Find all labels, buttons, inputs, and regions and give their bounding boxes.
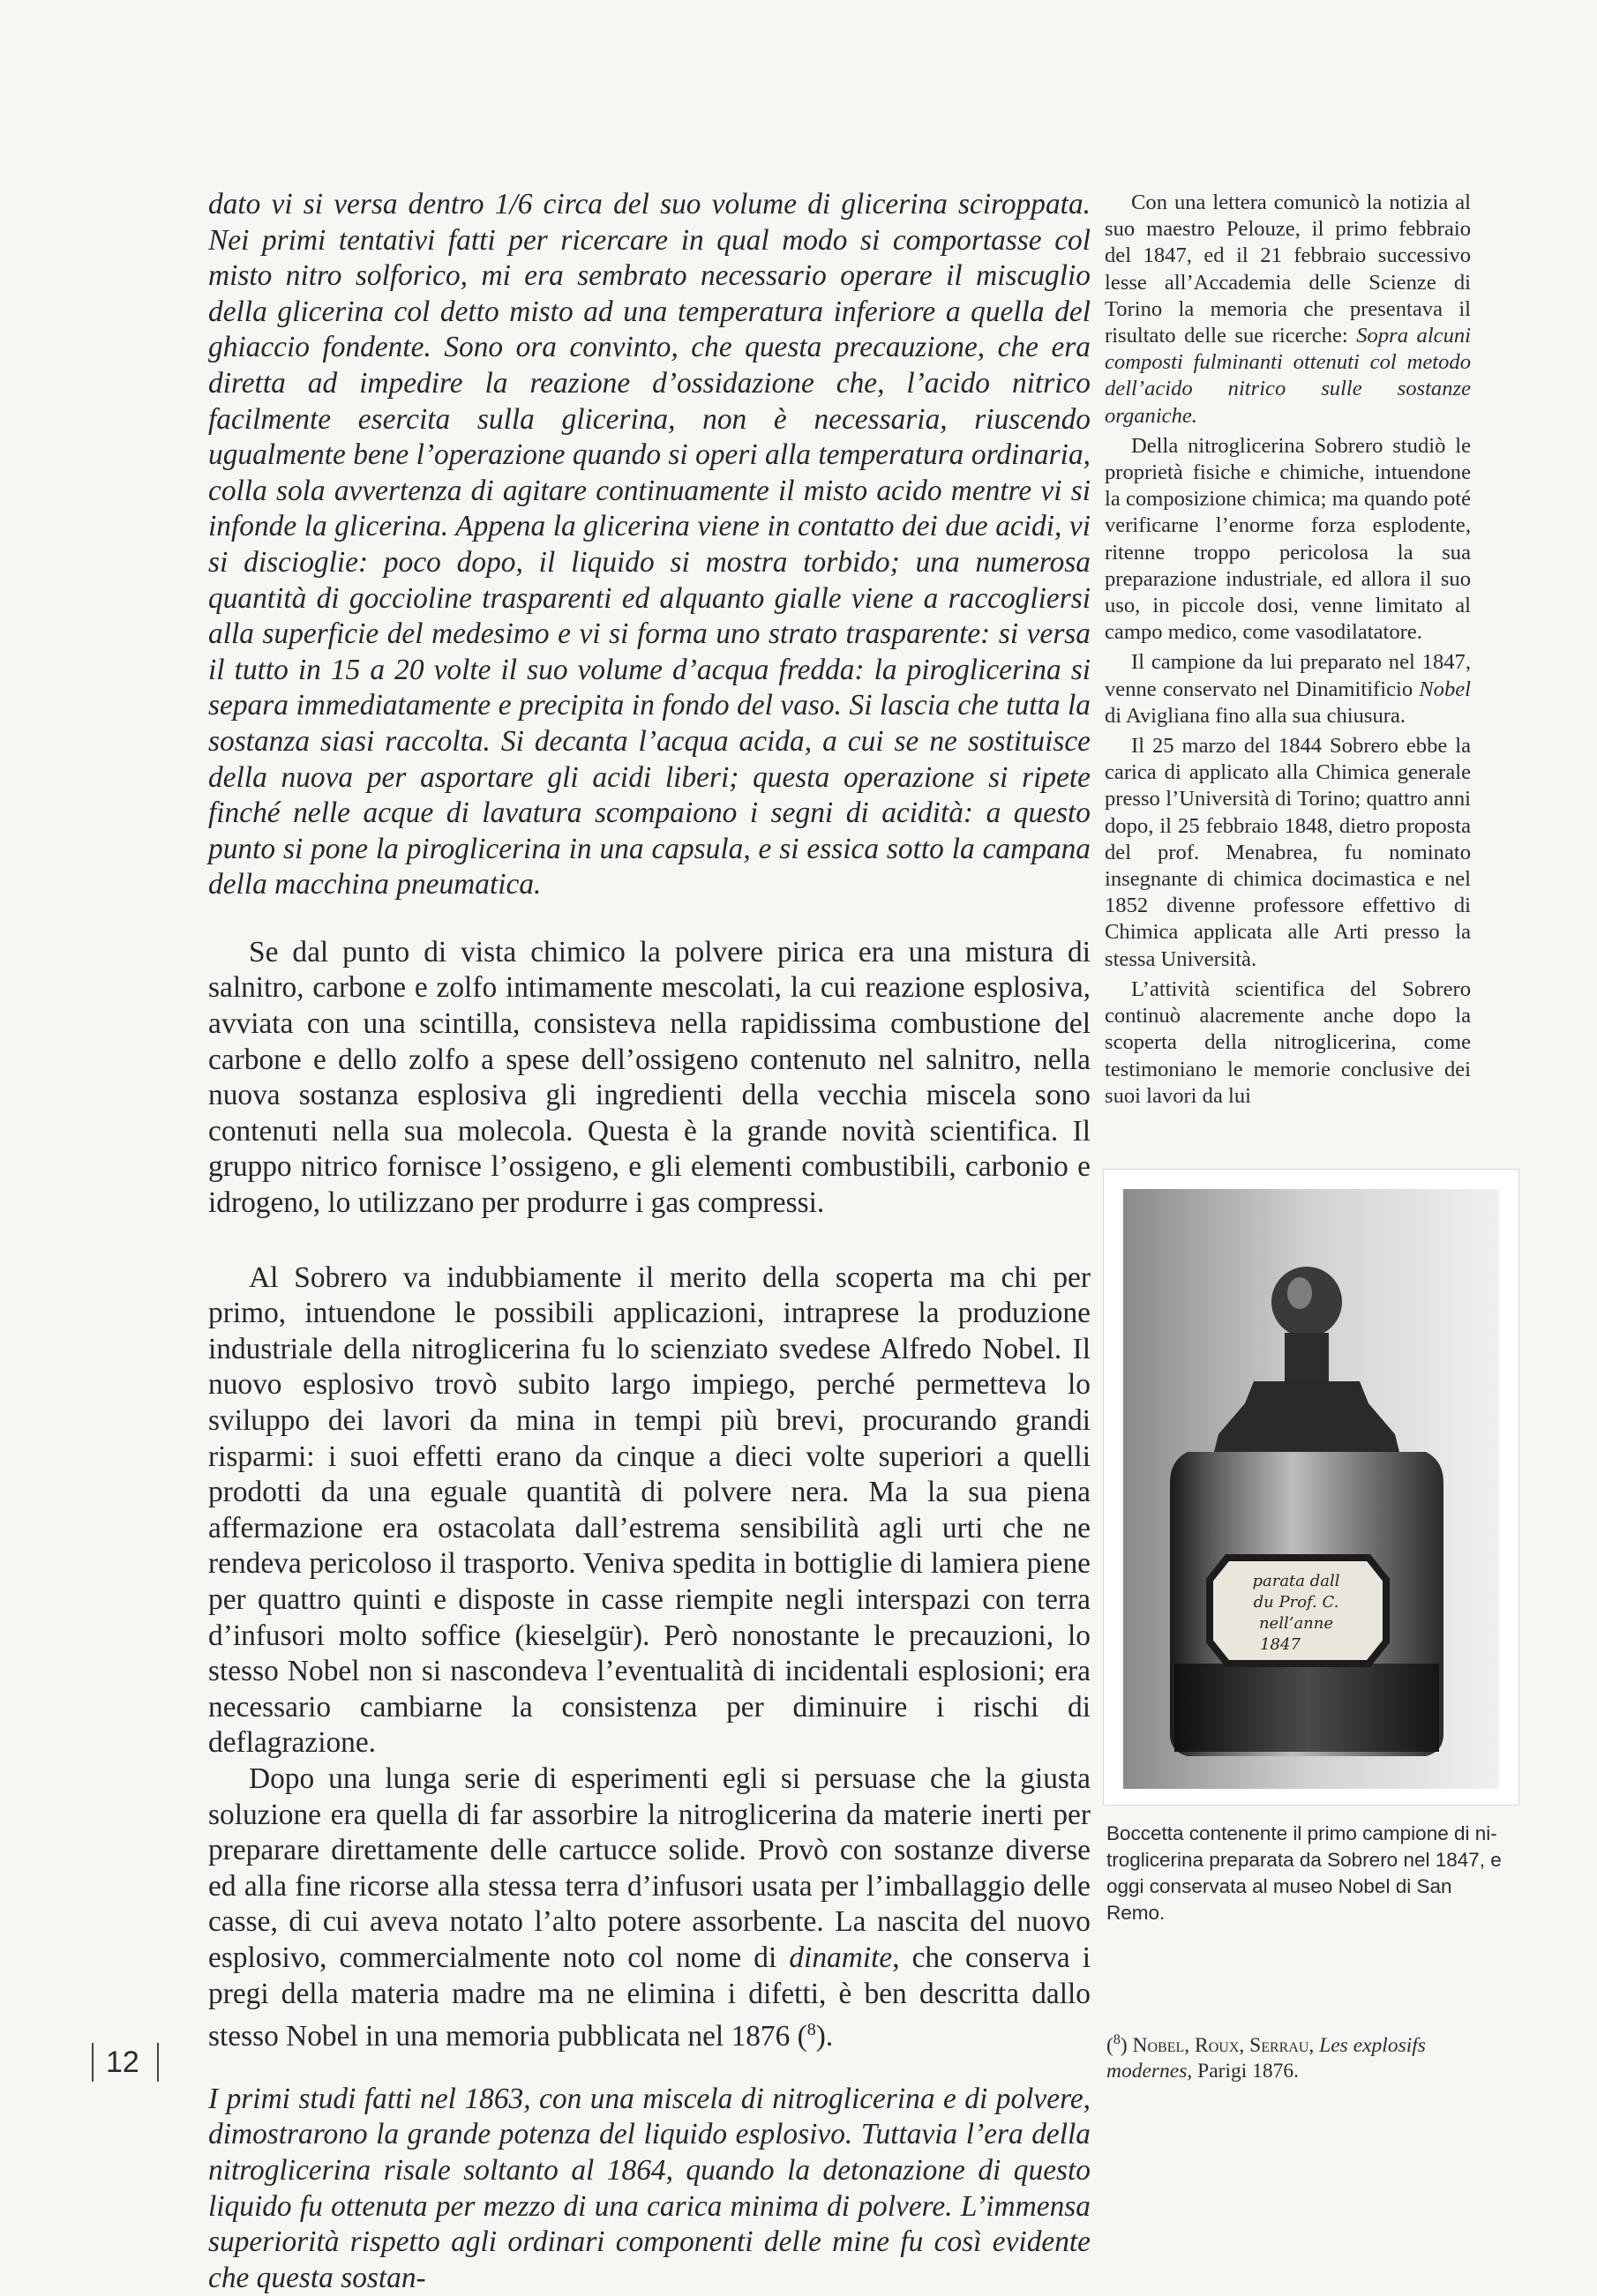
quoted-paragraph-5: I primi studi fatti nel 1863, con una miscela di nitroglicerina e di polvere, dimostrarono la grande potenza del liquido esplosivo. Tuttavia l’era della nitroglicerina risale soltanto al 1864, quando la detonazione di questo liquido fu ottenuta per mezzo di una carica minima di polvere. L’immensa superiorità rispetto agli ordinari componenti delle mine fu così evidente che questa sostan- <box>208 2082 1091 2294</box>
body-paragraph-3: Al Sobrero va indubbiamente il merito della scoperta ma chi per primo, intuendone le possibili applicazioni, intraprese la produzione industriale della nitroglicerina fu lo scienziato svedese Alfredo Nobel. Il nuovo esplosivo trovò subito largo impiego, perché permetteva lo sviluppo dei lavori da mina in tempi più brevi, procurando grandi risparmi: i suoi effetti erano da cinque a dieci volte superiori a quelli prodotti da una eguale quantità di polvere nera. Ma la sua piena affermazione era ostacolata dall’estrema sensibilità agli urti che ne rendeva pericoloso il trasporto. Veniva spedita in bottiglie di lamiera piene per quattro quinti e disposte in casse riempite negli interspazi con terra d’infusori molto soffice (kieselgür). Però nonostante le precauzioni, lo stesso Nobel non si nascondeva l’eventualità di incidentali esplosioni; era necessario cambiarne la consistenza per diminuire i rischi di deflagrazione. <box>208 1260 1091 1760</box>
footnote-title: Les explosifs modernes <box>1106 2033 1426 2083</box>
photo-caption <box>1106 1821 1512 1926</box>
footnote-author-3: Serrau <box>1249 2033 1309 2057</box>
body-paragraph-2: Se dal punto di vista chimico la polvere pirica era una mistura di salnitro, carbone e zolfo intimamente mescolati, la cui reazione esplosiva, avviata con una scintilla, consisteva nella rapidissima combustione del carbone e dello zolfo a spese dell’ossigeno contenuto nel salnitro, nella nuova sostanza esplosiva gli ingredienti della vecchia miscela sono contenuti nella sua molecola. Questa è la grande novità scientifica. Il gruppo nitrico fornisce l’ossigeno, e gli elementi combustibili, carbonio e idrogeno, lo utilizzano per produrre i gas compressi. <box>208 935 1091 1220</box>
page-number: 12 <box>106 2045 139 2079</box>
label-line-2: du Prof. C. <box>1253 1593 1339 1612</box>
main-text-column <box>208 187 1091 2296</box>
page-number-bar-left <box>92 2043 94 2082</box>
caption-line-2: troglicerina preparata da Sobrero nel 1847, e <box>1106 1849 1502 1871</box>
memoir-title: Sopra alcuni composti fulminanti ottenuti col metodo dell’acido nitrico sulle sostanze organiche. <box>1105 324 1471 428</box>
label-line-4: 1847 <box>1260 1635 1301 1654</box>
side-paragraph-3 <box>1105 649 1471 729</box>
footnote-number: 8 <box>1113 2032 1121 2047</box>
p4-text-d: ). <box>815 2020 834 2053</box>
footnote-author-1: Nobel <box>1132 2033 1185 2057</box>
footnote-place: , Parigi 1876. <box>1187 2059 1300 2083</box>
label-line-1: parata dall <box>1252 1572 1340 1590</box>
p4-text-a: Dopo una lunga serie di esperimenti egli si persuase che la giusta soluzione era quella di far assorbire la nitroglicerina da materie inerti per preparare direttamente delle cartucce solide. Provò con sostanze diverse ed alla fine ricorse alla stessa terra d’infusori usata per l’imballaggio delle casse, di cui aveva notato l’alto potere assorbente. La nascita del nuovo esplosivo, commercialmente noto col nome di <box>208 1761 1091 1974</box>
side-paragraph-2: Della nitroglicerina Sobrero studiò le proprietà fisiche e chimiche, intuendone la composizione chimica; ma quando poté verificarne l’enorme forza esplodente, ritenne troppo pericolosa la sua preparazione industriale, ed allora il suo uso, in piccole dosi, venne limitato al campo medico, come vasodilatatore. <box>1105 433 1471 645</box>
bottle-photo <box>1103 1169 1519 1806</box>
footnote: ($^8$) Nobel, Roux, Serrau, Les explosifs modernes, Parigi 1876. <box>1106 2032 1426 2083</box>
side-text-column <box>1105 190 1471 1113</box>
side-paragraph-1 <box>1105 190 1471 430</box>
footnote-ref-8[interactable]: 8 <box>806 2020 816 2040</box>
bottle-illustration <box>1104 1170 1518 1805</box>
dinamite-term: dinamite <box>789 1941 893 1974</box>
caption-line-3: oggi conservata al museo Nobel di San Remo. <box>1106 1875 1452 1924</box>
side-p1-text: Con una lettera comunicò la notizia al suo maestro Pelouze, il primo febbraio del 1847, ed il 21 febbraio successivo lesse all’Accademia delle Scienze di Torino la memoria che presentava il risultato delle sue ricerche: <box>1105 191 1471 348</box>
side-p3-text-a: Il campione da lui preparato nel 1847, venne conservato nel Dinamitificio <box>1105 650 1471 701</box>
label-line-3: nell’anne <box>1258 1614 1334 1633</box>
page-number-bar-right <box>157 2043 159 2082</box>
bottle-liquid <box>1174 1664 1439 1752</box>
nobel-name: Nobel <box>1419 677 1471 701</box>
p4-text-c: , che conserva i pregi della materia madre ma ne elimina i difetti, è ben descritta dallo stesso Nobel in una memoria pubblicata nel 1876 ( <box>208 1941 1091 2053</box>
caption-line-1: Boccetta contenente il primo campione di ni- <box>1106 1822 1497 1844</box>
footnote-author-2: Roux <box>1195 2033 1240 2057</box>
side-paragraph-4: Il 25 marzo del 1844 Sobrero ebbe la carica di applicato alla Chimica generale presso l’Università di Torino; quattro anni dopo, il 25 febbraio 1848, dietro proposta del prof. Menabrea, fu nominato insegnante di chimica docimastica e nel 1852 divenne professore effettivo di Chimica applicata alle Arti presso la stessa Università. <box>1105 734 1471 971</box>
stopper-neck <box>1285 1333 1329 1381</box>
quoted-paragraph-1: dato vi si versa dentro 1/6 circa del suo volume di glicerina sciroppata. Nei primi tentativi fatti per ricercare in qual modo si comportasse col misto nitro solforico, mi era sembrato necessario operare il miscuglio della glicerina col detto misto ad una temperatura inferiore a quella del ghiaccio fondente. Sono ora convinto, che questa precauzione, che era diretta ad impedire la reazione d’ossidazione che, l’acido nitrico facilmente esercita sulla glicerina, non è necessaria, riuscendo ugualmente bene l’operazione quando si operi alla temperatura ordinaria, colla sola avvertenza di agitare continuamente il misto acido mentre vi si infonde la glicerina. Appena la glicerina viene in contatto dei due acidi, vi si discioglie: poco dopo, il liquido si mostra torbido; una numerosa quantità di goccioline trasparenti ed alquanto gialle viene a raccogliersi alla superficie del medesimo e vi si forma uno strato trasparente: si versa il tutto in 15 a 20 volte il suo volume d’acqua fredda: la piroglicerina si separa immediatamente e precipita in fondo del vaso. Si lascia che tutta la sostanza siasi raccolta. Si decanta l’acqua acida, a cui se ne sostituisce della nuova per asportare gli acidi liberi; questa operazione si ripete finché nelle acque di lavatura scompaiono i segni di acidità: a questo punto si pone la piroglicerina in una capsula, e si essica sotto la campana della macchina pneumatica. <box>208 188 1091 901</box>
body-paragraph-4 <box>208 1761 1091 2055</box>
side-paragraph-5: L’attività scientifica del Sobrero continuò alacremente anche dopo la scoperta della nitroglicerina, come testimoniano le memorie conclusive dei suoi lavori da lui <box>1105 976 1471 1108</box>
side-p3-text-c: di Avigliana fino alla sua chiusura. <box>1105 703 1406 728</box>
